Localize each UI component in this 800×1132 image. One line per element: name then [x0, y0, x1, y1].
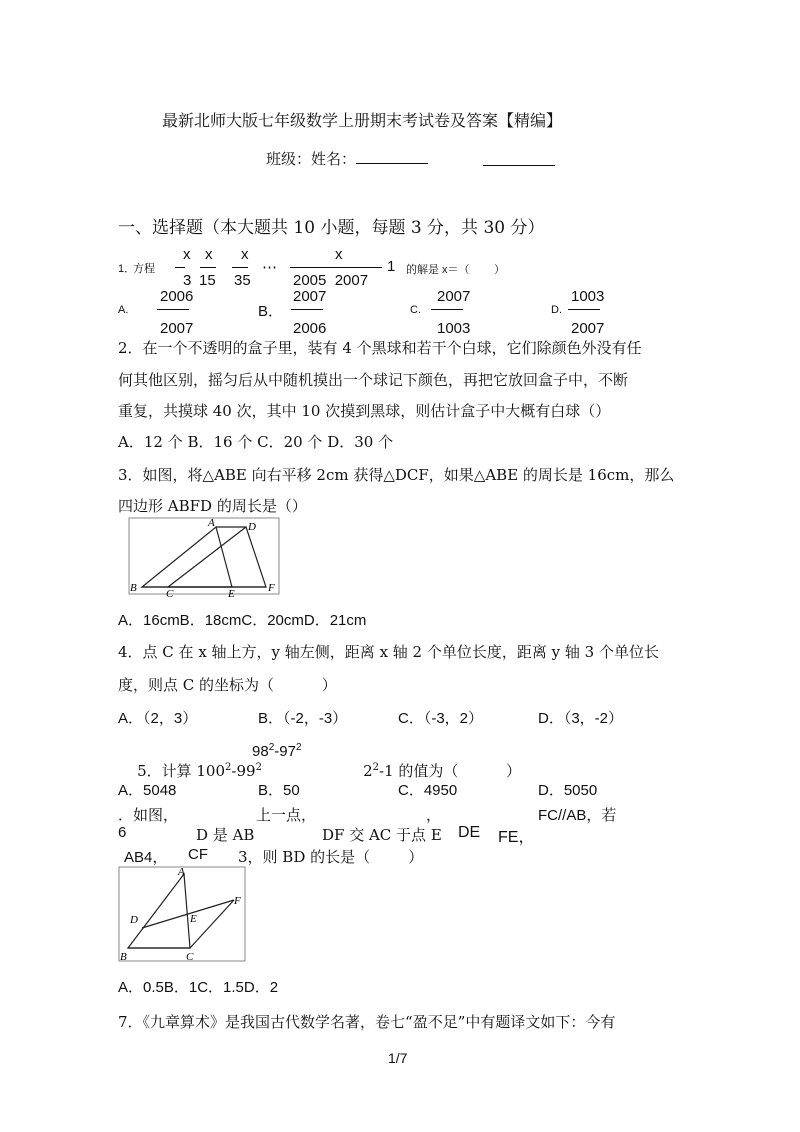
- q1-option-b-label: B．: [258, 303, 284, 320]
- q1-prefix: 方程: [133, 262, 155, 275]
- q3-label-d: D: [248, 521, 256, 533]
- q1-option-c-num: 2007: [437, 288, 471, 305]
- q5-part-a: 5．计算 100: [137, 762, 226, 780]
- q1-term2-bar: [200, 267, 216, 268]
- q1-option-d-bar: [568, 309, 600, 310]
- q5-option-b: B．50: [258, 782, 300, 799]
- q5-part-b: -99: [231, 762, 256, 780]
- q1-rhs: 1: [387, 258, 396, 275]
- class-name-label: 班级：姓名：: [266, 150, 357, 168]
- q5-expression-2: [252, 742, 302, 760]
- q3-label-c: C: [166, 588, 174, 597]
- q1-term3-bar: [232, 267, 248, 268]
- q3-label-a: A: [208, 517, 215, 529]
- q1-ellipsis: ⋯: [262, 258, 277, 276]
- second-blank: [483, 148, 555, 166]
- class-name-line: [266, 148, 428, 169]
- q5-sup-1: 2: [225, 762, 232, 773]
- q3-line-1: 3．如图，将△ABE 向右平移 2cm 获得△DCF，如果△ABE 的周长是 16cm，那么: [118, 466, 675, 484]
- q2-line-2: 何其他区别，摇匀后从中随机摸出一个球记下颜色，再把它放回盒子中，不断: [118, 371, 629, 389]
- q5-part-e: 2: [363, 762, 373, 780]
- q1-option-c-bar: [431, 309, 463, 310]
- q4-line-2: 度，则点 C 的坐标为（ ）: [118, 676, 337, 694]
- q5-part-d: -97: [274, 743, 296, 760]
- q5-sup-2: 2: [255, 762, 262, 773]
- q6-line2-a: 6: [118, 824, 127, 841]
- q1-last-bar: [290, 267, 382, 268]
- q6-line2-b: D 是 AB: [196, 826, 255, 844]
- q3-label-f: F: [268, 582, 275, 594]
- q1-option-d-num: 1003: [571, 288, 605, 305]
- q1-option-b-num: 2007: [293, 288, 327, 305]
- q1-option-c-label: C.: [410, 304, 421, 316]
- q6-line3-a: AB4，: [124, 849, 168, 866]
- q6-label-c: C: [186, 951, 194, 963]
- name-blank: [356, 163, 428, 164]
- q3-triangle-dcf: [168, 527, 266, 587]
- q1-term2-num: x: [205, 246, 213, 263]
- q5-option-c: C．4950: [398, 782, 458, 799]
- q5-option-a: A．5048: [118, 782, 177, 799]
- q1-option-a-den: 2007: [160, 320, 194, 337]
- q1-term1-den: 3: [183, 272, 192, 289]
- q6-line3-c: 3，则 BD 的长是（ ）: [238, 848, 424, 866]
- q6-line2-d: DE: [458, 824, 481, 841]
- q2-line-1: 2．在一个不透明的盒子里，装有 4 个黑球和若干个白球，它们除颜色外没有任: [118, 339, 642, 357]
- q3-label-e: E: [228, 588, 235, 597]
- q3-figure-frame: [129, 518, 279, 594]
- q1-option-b-den: 2006: [293, 320, 327, 337]
- q4-option-b: B．（-2，-3）: [258, 710, 348, 727]
- page-title: 最新北师大版七年级数学上册期末考试卷及答案【精编】: [162, 111, 563, 130]
- q1-term3-num: x: [241, 246, 249, 263]
- q6-label-e: E: [190, 913, 197, 925]
- q5-part-f: -1 的值为（ ）: [379, 762, 522, 780]
- q1-option-a-label: A.: [118, 304, 129, 316]
- q3-figure: [128, 517, 280, 597]
- q5-sup-5: 2: [372, 762, 379, 773]
- q1-term1-bar: [175, 267, 185, 268]
- q6-line2-c: DF 交 AC 于点 E: [322, 826, 442, 844]
- q6-triangle-abc: [128, 874, 190, 948]
- q1-option-a-num: 2006: [160, 288, 194, 305]
- q5-part-c: 98: [252, 743, 269, 760]
- q6-label-d: D: [130, 914, 138, 926]
- page-number: 1/7: [388, 1050, 408, 1066]
- q5-sup-3: 2: [268, 742, 275, 753]
- q1-suffix: 的解是 x＝（ ）: [406, 264, 506, 276]
- q1-term1-num: x: [183, 246, 191, 263]
- q1-term3-den: 35: [234, 272, 251, 289]
- q1-option-d-label: D.: [551, 304, 562, 316]
- q6-line1-b: 上一点，: [256, 806, 317, 824]
- q3-line-2: 四边形 ABFD 的周长是（）: [118, 497, 307, 515]
- q6-line1-d: FC//AB，若: [538, 807, 617, 824]
- q1-option-c-den: 1003: [437, 320, 471, 337]
- q4-option-a: A．（2，3）: [118, 710, 198, 727]
- q4-option-c: C．（-3，2）: [398, 710, 484, 727]
- section-heading: 一、选择题（本大题共 10 小题，每题 3 分，共 30 分）: [118, 218, 545, 238]
- q1-term2-den: 15: [199, 272, 216, 289]
- q6-label-f: F: [234, 895, 241, 907]
- q1-option-a-bar: [157, 309, 189, 310]
- q2-options: A．12 个 B．16 个 C．20 个 D．30 个: [118, 433, 394, 451]
- q6-line2-e: FE，: [498, 829, 535, 846]
- q3-options: A．16cmB．18cmC．20cmD．21cm: [118, 612, 367, 629]
- q6-options: A．0.5B．1C．1.5D．2: [118, 979, 279, 996]
- q1-last-den: 2005 2007: [293, 272, 369, 289]
- q4-line-1: 4．点 C 在 x 轴上方，y 轴左侧，距离 x 轴 2 个单位长度，距离 y 轴 3 个单位长: [118, 643, 659, 661]
- q1-option-d-den: 2007: [571, 320, 605, 337]
- q1-last-num: x: [335, 246, 343, 263]
- q1-number: 1．: [118, 263, 136, 275]
- q6-label-b: B: [120, 951, 127, 963]
- q2-line-3: 重复，共摸球 40 次，其中 10 次摸到黑球，则估计盒子中大概有白球（）: [118, 402, 611, 420]
- q3-label-b: B: [130, 582, 137, 594]
- q7-line-1: 7．《九章算术》是我国古代数学名著，卷七“盈不足”中有题译文如下：今有: [118, 1013, 616, 1031]
- q6-figure: [118, 866, 246, 964]
- q6-line1-c: ，: [426, 806, 442, 824]
- q5-sup-4: 2: [295, 742, 302, 753]
- q3-triangle-abe: [142, 527, 232, 587]
- q1-option-b-bar: [291, 309, 323, 310]
- q6-label-a: A: [178, 866, 185, 878]
- q5-option-d: D．5050: [538, 782, 598, 799]
- q4-option-d: D．（3，-2）: [538, 710, 624, 727]
- q6-line1-a: ．如图，: [118, 806, 179, 824]
- q6-line3-b: CF: [188, 846, 208, 863]
